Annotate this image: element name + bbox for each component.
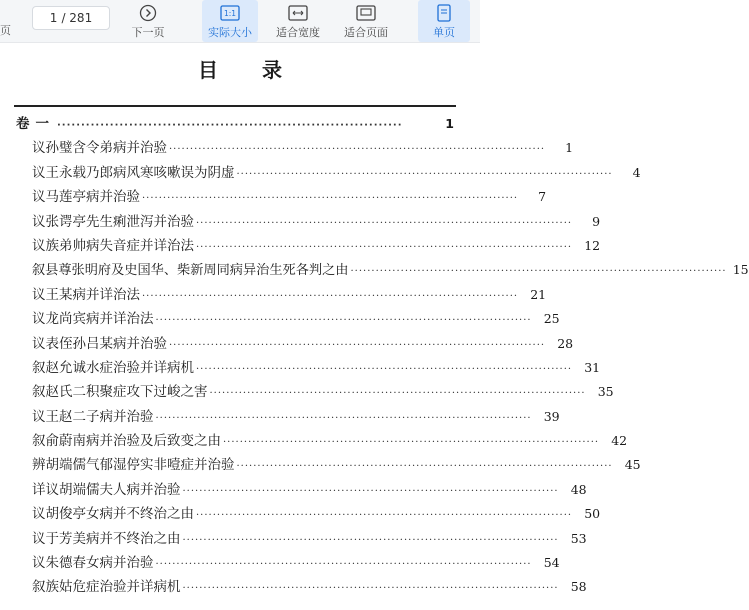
toc-entry-page: 25 xyxy=(543,311,560,327)
toc-entry[interactable] xyxy=(0,258,749,282)
toc-entry[interactable] xyxy=(0,161,641,185)
fit-page-button[interactable] xyxy=(338,0,394,42)
toc-entry[interactable] xyxy=(0,307,560,331)
toc-entry-page: 53 xyxy=(570,530,587,546)
toc-entry[interactable] xyxy=(0,210,601,234)
toc-entry-page: 7 xyxy=(538,189,547,205)
leader-dots: ·························································································· xyxy=(155,315,532,327)
toc-entry-page: 28 xyxy=(557,335,574,351)
toc-entry-page: 58 xyxy=(570,579,587,595)
toc-entry[interactable] xyxy=(0,478,587,502)
toc-entry[interactable] xyxy=(0,380,614,404)
toc-entry[interactable] xyxy=(0,527,587,551)
toc-entry-title: 议孙璧含令弟病并治验 xyxy=(32,140,167,157)
leader-dots: ········································································ xyxy=(57,120,403,131)
toc-entry-page: 1 xyxy=(565,140,574,156)
single-page-icon xyxy=(436,4,452,22)
toc-entry-page: 48 xyxy=(570,481,587,497)
toc-entry-title: 议王某病并详治法 xyxy=(32,286,140,303)
single-page-label: 单页 xyxy=(433,26,455,39)
toc-entry[interactable] xyxy=(0,502,601,526)
leader-dots: ·························································································· xyxy=(196,217,573,229)
toc-entry-title: 叙俞蔚南病并治验及后致变之由 xyxy=(32,433,221,450)
leader-dots: ·························································································· xyxy=(142,193,519,205)
toc-volume-row[interactable] xyxy=(0,112,480,136)
actual-size-button[interactable] xyxy=(202,0,258,42)
toc-heading: 目录 xyxy=(198,58,326,82)
toc-entry-title: 辨胡端儒气郁湿停实非噎症并治验 xyxy=(32,457,235,474)
leader-dots: ·························································································· xyxy=(209,388,586,400)
toc-entry[interactable] xyxy=(0,575,587,599)
fit-page-label: 适合页面 xyxy=(344,26,388,39)
toc-entry-title: 议龙尚宾病并详治法 xyxy=(32,311,154,328)
toc-entry-page: 45 xyxy=(624,457,641,473)
toc-entry-title: 议王赵二子病并治验 xyxy=(32,408,154,425)
toc-entry-page: 12 xyxy=(584,237,601,253)
toc-entry[interactable] xyxy=(0,429,628,453)
toc-entry[interactable] xyxy=(0,405,560,429)
toc-entry-page: 42 xyxy=(611,433,628,449)
page-number-input[interactable] xyxy=(32,6,110,30)
toc-entry-page: 35 xyxy=(597,384,614,400)
toc-entry-page: 21 xyxy=(530,286,547,302)
toc-entry-title: 叙族姑危症治验并详病机 xyxy=(32,579,181,596)
leader-dots: ·························································································· xyxy=(350,266,727,278)
actual-size-label: 实际大小 xyxy=(208,26,252,39)
leader-dots: ·························································································· xyxy=(182,534,559,546)
fit-page-icon xyxy=(356,4,376,22)
leader-dots: ·························································································· xyxy=(182,485,559,497)
heading-rule xyxy=(14,105,456,107)
prev-page-label[interactable]: 页 xyxy=(0,24,11,37)
toc-entry-title: 议王永载乃郎病风寒咳嗽误为阴虚 xyxy=(32,164,235,181)
leader-dots: ·························································································· xyxy=(196,363,573,375)
toc-entry-title: 议马莲亭病并治验 xyxy=(32,189,140,206)
leader-dots: ·························································································· xyxy=(169,339,546,351)
toc-entry-page: 9 xyxy=(592,213,601,229)
toc-entry[interactable] xyxy=(0,136,574,160)
toc-volume-page: 1 xyxy=(445,116,454,131)
leader-dots: ·························································································· xyxy=(196,241,573,253)
fit-width-button[interactable] xyxy=(270,0,326,42)
leader-dots: ·························································································· xyxy=(169,144,546,156)
toc-entry[interactable] xyxy=(0,332,574,356)
toc-entry-title: 叙县尊张明府及史国华、柴新周同病异治生死各判之由 xyxy=(32,263,349,279)
toc-entry[interactable] xyxy=(0,234,601,258)
toc-entry-page: 15 xyxy=(732,262,749,278)
single-page-button[interactable] xyxy=(418,0,470,42)
toc-entry-title: 议于芳美病并不终治之由 xyxy=(32,530,181,547)
toc-entry-page: 50 xyxy=(584,506,601,522)
leader-dots: ·························································································· xyxy=(223,437,600,449)
actual-size-icon-text: 1:1 xyxy=(223,9,237,19)
viewer-toolbar xyxy=(0,0,480,43)
table-of-contents xyxy=(0,112,749,600)
leader-dots: ·························································································· xyxy=(182,583,559,595)
leader-dots: ·························································································· xyxy=(196,510,573,522)
toc-entry-page: 4 xyxy=(632,164,641,180)
toc-entry[interactable] xyxy=(0,185,547,209)
actual-size-icon xyxy=(220,4,240,22)
toc-entry-title: 议胡俊亭女病并不终治之由 xyxy=(32,506,194,523)
toc-entry-page: 54 xyxy=(543,555,560,571)
toc-volume-label: 卷一 xyxy=(16,116,55,132)
toc-entry-title: 议表侄孙吕某病并治验 xyxy=(32,335,167,352)
toc-entry[interactable] xyxy=(0,356,601,380)
toc-entry[interactable] xyxy=(0,453,641,477)
fit-width-icon xyxy=(288,4,308,22)
fit-width-label: 适合宽度 xyxy=(276,26,320,39)
toc-entry-page: 39 xyxy=(543,408,560,424)
leader-dots: ·························································································· xyxy=(155,559,532,571)
next-page-button[interactable] xyxy=(120,0,176,42)
next-page-label: 下一页 xyxy=(131,26,165,39)
leader-dots: ·························································································· xyxy=(142,290,519,302)
toc-entry-title: 叙赵氏二积聚症攻下过峻之害 xyxy=(32,384,208,401)
toc-entry[interactable] xyxy=(0,283,547,307)
toc-entry-title: 议张谔亭先生痢泄泻并治验 xyxy=(32,213,194,230)
toc-entry-title: 叙赵允诚水症治验并详病机 xyxy=(32,359,194,376)
leader-dots: ·························································································· xyxy=(236,461,613,473)
next-page-icon xyxy=(139,4,157,22)
toc-entry[interactable] xyxy=(0,551,560,575)
current-page[interactable]: 1 xyxy=(49,11,58,25)
total-pages: / 281 xyxy=(61,11,93,25)
toc-entry-page: 31 xyxy=(584,359,601,375)
toc-entry-title: 议朱德春女病并治验 xyxy=(32,555,154,572)
leader-dots: ·························································································· xyxy=(155,412,532,424)
leader-dots: ·························································································· xyxy=(236,168,613,180)
toc-entry-title: 详议胡端儒夫人病并治验 xyxy=(32,481,181,498)
toc-entry-title: 议族弟帅病失音症并详治法 xyxy=(32,237,194,254)
